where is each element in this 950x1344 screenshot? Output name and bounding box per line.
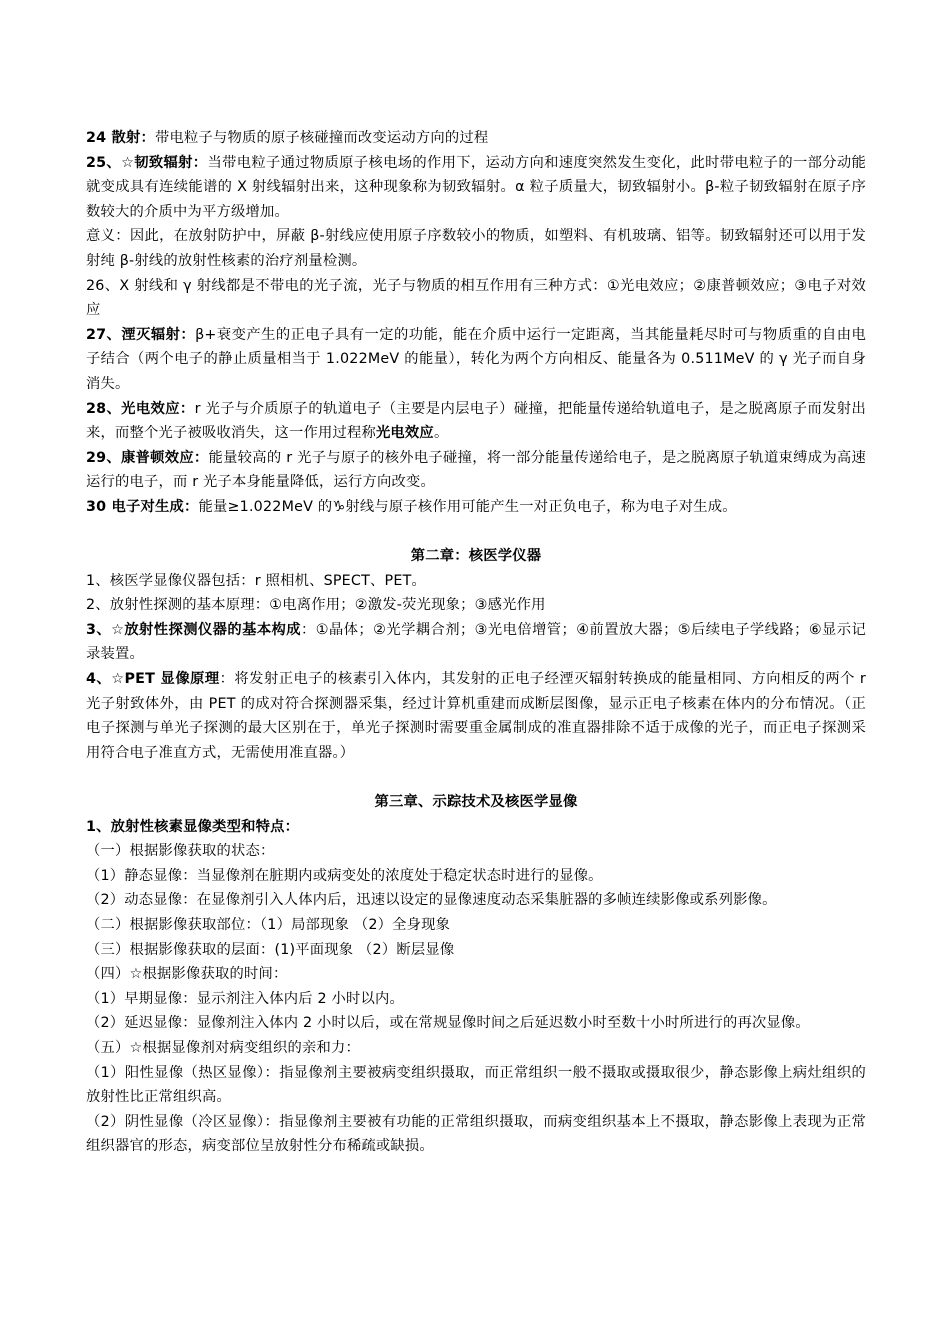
ch3-item-1: 1、放射性核素显像类型和特点： <box>86 818 300 835</box>
ch3-section-5: （五）☆根据显像剂对病变组织的亲和力： <box>86 1039 360 1056</box>
ch3-section-5a: （1）阳性显像（热区显像）：指显像剂主要被病变组织摄取，而正常组织一般不摄取或摄取很少，静态影像上病灶组织的放射性比正常组织高。 <box>86 1064 866 1106</box>
ch3-section-4: （四）☆根据影像获取的时间： <box>86 966 288 983</box>
ch2-item-3: 3、☆放射性探测仪器的基本构成：①晶体；②光学耦合剂；③光电倍增管；④前置放大器；⑤后续电子学线路；⑥显示记录装置。 <box>86 621 866 663</box>
ch3-section-4b: （2）延迟显像：显像剂注入体内 2 小时以后，或在常规显像时间之后延迟数小时至数十小时所进行的再次显像。 <box>86 1015 810 1032</box>
ch3-section-3: （三）根据影像获取的层面：(1)平面现象 （2）断层显像 <box>86 941 455 958</box>
ch2-item-4: 4、☆PET 显像原理：将发射正电子的核素引入体内，其发射的正电子经湮灭辐射转换成的能量相同、方向相反的两个 r 光子射致体外，由 PET 的成对符合探测器采集，经过计算机重建而成断层图像，显示正电子核素在体内的分布情况。（正电子探测与单光子探测的最大区别在于，单光子探测时需要重金属制成的准直器排除不适于成像的光子，而正电子探测采用符合电子准直方式，无需使用准直器。） <box>86 671 866 761</box>
item-29: 29、康普顿效应：能量较高的 r 光子与原子的核外电子碰撞，将一部分能量传递给电子，是之脱离原子轨道束缚成为高速运行的电子，而 r 光子本身能量降低，运行方向改变。 <box>86 449 866 491</box>
chapter-2-title: 第二章：核医学仪器 <box>410 548 542 565</box>
item-25: 25、☆韧致辐射：当带电粒子通过物质原子核电场的作用下，运动方向和速度突然发生变化，此时带电粒子的一部分动能就变成具有连续能谱的 X 射线辐射出来，这种现象称为韧致辐射。α 粒子质量大，韧致辐射小。β-粒子韧致辐射在原子序数较大的介质中为平方级增加。 <box>86 154 867 220</box>
ch3-section-5b: （2）阴性显像（冷区显像）：指显像剂主要被有功能的正常组织摄取，而病变组织基本上不摄取，静态影像上表现为正常组织器官的形态，病变部位呈放射性分布稀疏或缺损。 <box>86 1113 866 1155</box>
ch3-section-1a: （1）静态显像：当显像剂在脏期内或病变处的浓度处于稳定状态时进行的显像。 <box>86 867 603 884</box>
ch2-item-1: 1、核医学显像仪器包括：r 照相机、SPECT、PET。 <box>86 572 426 589</box>
document-page <box>86 126 866 1159</box>
item-28: 28、光电效应：r 光子与介质原子的轨道电子（主要是内层电子）碰撞，把能量传递给轨道电子，是之脱离原子而发射出来，而整个光子被吸收消失，这一作用过程称光电效应。 <box>86 400 866 442</box>
item-27: 27、湮灭辐射：β+衰变产生的正电子具有一定的功能，能在介质中运行一定距离，当其能量耗尽时可与物质重的自由电子结合（两个电子的静止质量相当于 1.022MeV 的能量），转化为两个方向相反、能量各为 0.511MeV 的 γ 光子而自身消失。 <box>86 326 866 392</box>
ch3-section-2: （二）根据影像获取部位：（1）局部现象 （2）全身现象 <box>86 917 451 933</box>
chapter-3-title: 第三章、示踪技术及核医学显像 <box>374 794 578 811</box>
item-25-meaning: 意义：因此，在放射防护中，屏蔽 β-射线应使用原子序数较小的物质，如塑料、有机玻璃、铝等。韧致辐射还可以用于发射纯 β-射线的放射性核素的治疗剂量检测。 <box>86 228 866 269</box>
ch2-item-2: 2、放射性探测的基本原理：①电离作用；②激发-荧光现象；③感光作用 <box>86 597 546 614</box>
item-30: 30 电子对生成：能量≥1.022MeV 的♑射线与原子核作用可能产生一对正负电子，称为电子对生成。 <box>86 498 737 515</box>
ch3-section-1b: （2）动态显像：在显像剂引入人体内后，迅速以设定的显像速度动态采集脏器的多帧连续影像或系列影像。 <box>86 892 777 909</box>
ch3-section-4a: （1）早期显像：显示剂注入体内后 2 小时以内。 <box>86 990 405 1007</box>
item-26: 26、X 射线和 γ 射线都是不带电的光子流，光子与物质的相互作用有三种方式：①光电效应；②康普顿效应；③电子对效应 <box>86 277 866 319</box>
ch3-section-1: （一）根据影像获取的状态： <box>86 843 275 860</box>
item-24: 24 散射：带电粒子与物质的原子核碰撞而改变运动方向的过程 <box>86 130 489 146</box>
